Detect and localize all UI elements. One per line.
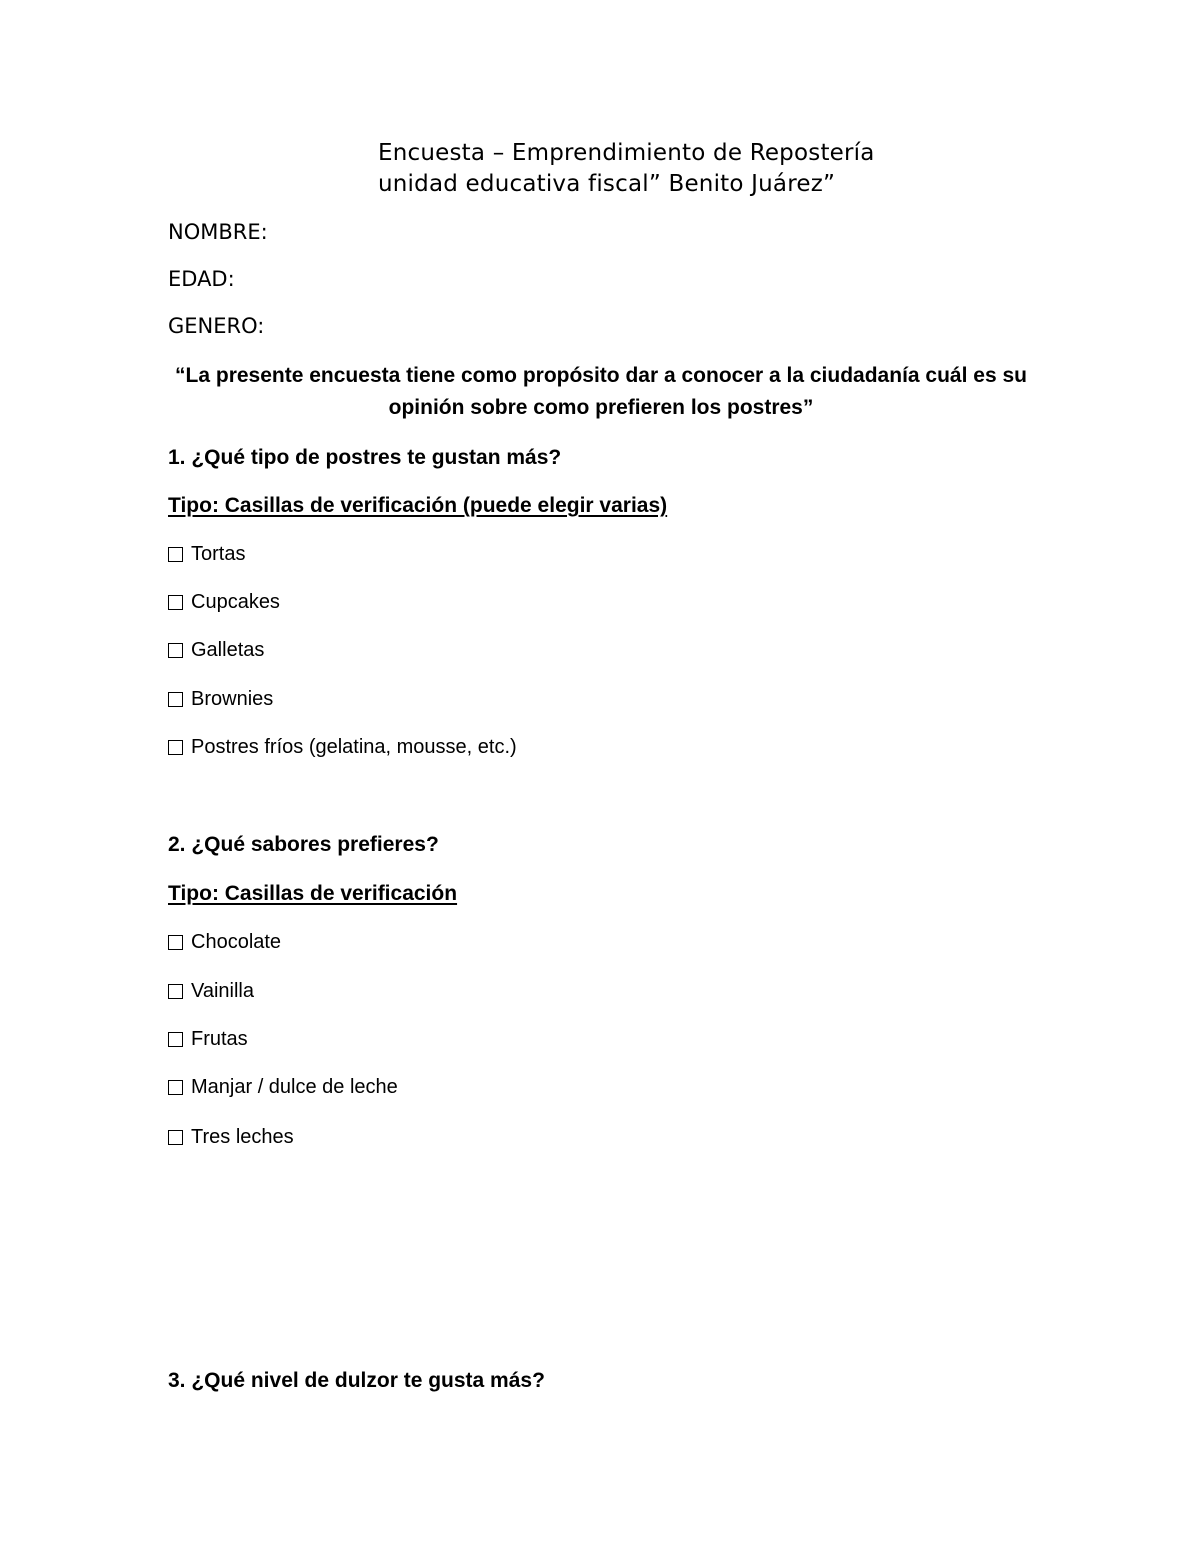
field-edad: EDAD:: [168, 267, 235, 291]
checkbox-icon[interactable]: [168, 692, 183, 707]
option-tortas[interactable]: [168, 544, 245, 564]
document-subtitle: unidad educativa fiscal” Benito Juárez”: [378, 171, 836, 197]
option-vainilla[interactable]: [168, 981, 254, 1001]
option-label: Postres fríos (gelatina, mousse, etc.): [191, 736, 517, 758]
question-1-type: Tipo: Casillas de verificación (puede elegir varias): [168, 494, 668, 517]
checkbox-icon[interactable]: [168, 740, 183, 755]
option-tres-leches[interactable]: [168, 1127, 294, 1147]
option-label: Brownies: [191, 688, 274, 710]
option-postres-frios[interactable]: [168, 737, 517, 757]
checkbox-icon[interactable]: [168, 643, 183, 658]
checkbox-icon[interactable]: [168, 1032, 183, 1047]
checkbox-icon[interactable]: [168, 935, 183, 950]
question-2-type: Tipo: Casillas de verificación: [168, 882, 458, 905]
question-3-text: 3. ¿Qué nivel de dulzor te gusta más?: [168, 1369, 545, 1392]
option-chocolate[interactable]: [168, 932, 281, 952]
document-title: Encuesta – Emprendimiento de Repostería: [378, 140, 875, 166]
option-label: Cupcakes: [191, 591, 280, 613]
option-label: Chocolate: [191, 931, 282, 953]
checkbox-icon[interactable]: [168, 595, 183, 610]
option-brownies[interactable]: [168, 689, 273, 709]
question-1-text: 1. ¿Qué tipo de postres te gustan más?: [168, 446, 562, 469]
option-galletas[interactable]: [168, 640, 264, 660]
option-frutas[interactable]: [168, 1029, 248, 1049]
option-cupcakes[interactable]: [168, 592, 280, 612]
option-manjar[interactable]: [168, 1077, 398, 1097]
question-2-text: 2. ¿Qué sabores prefieres?: [168, 833, 439, 856]
option-label: Galletas: [191, 639, 265, 661]
checkbox-icon[interactable]: [168, 547, 183, 562]
checkbox-icon[interactable]: [168, 1080, 183, 1095]
intro-line-2: opinión sobre como prefieren los postres”: [388, 396, 814, 419]
option-label: Manjar / dulce de leche: [191, 1076, 398, 1098]
intro-line-1: “La presente encuesta tiene como propósito dar a conocer a la ciudadanía cuál es su: [175, 364, 1027, 387]
checkbox-icon[interactable]: [168, 984, 183, 999]
option-label: Vainilla: [191, 980, 254, 1002]
field-genero: GENERO:: [168, 314, 265, 338]
field-nombre: NOMBRE:: [168, 220, 268, 244]
option-label: Tres leches: [191, 1126, 294, 1148]
option-label: Tortas: [191, 543, 246, 565]
option-label: Frutas: [191, 1028, 248, 1050]
checkbox-icon[interactable]: [168, 1130, 183, 1145]
